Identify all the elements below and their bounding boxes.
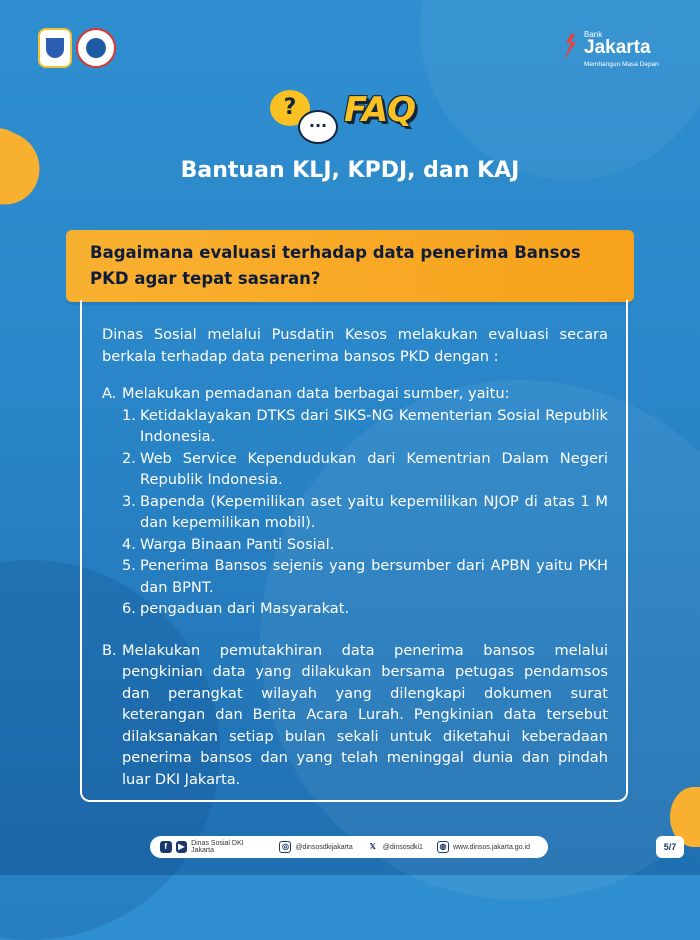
question-banner: Bagaimana evaluasi terhadap data penerima Bansos PKD agar tepat sasaran? — [66, 230, 634, 302]
list-item-text: Penerima Bansos sejenis yang bersumber dari APBN yaitu PKH dan BPNT. — [140, 557, 608, 596]
question-bubble-icon: ? — [270, 90, 310, 126]
list-item-number: 6. — [122, 600, 136, 617]
answer-card — [80, 300, 628, 802]
youtube-icon[interactable]: ▶ — [176, 841, 188, 853]
bank-tagline: Membangun Masa Depan — [584, 61, 659, 68]
page-indicator: 5/7 — [656, 836, 684, 858]
chat-bubble-icon: ... — [298, 110, 338, 144]
x-icon[interactable]: 𝕏 — [367, 841, 379, 853]
list-item-text: Ketidaklayakan DTKS dari SIKS-NG Kementerian Sosial Republik Indonesia. — [140, 406, 608, 445]
social-footer — [150, 836, 548, 858]
faq-title: FAQ — [344, 90, 416, 130]
bank-jakarta-logo — [562, 30, 672, 70]
footer-website[interactable]: www.dinsos.jakarta.go.id — [452, 843, 530, 851]
list-item-text: Web Service Kependudukan dari Kementrian Dalam Negeri Republik Indonesia. — [140, 449, 608, 488]
footer-x-handle[interactable]: @dinsosdki1 — [382, 843, 423, 851]
bank-jakarta-mark-icon — [562, 34, 578, 60]
dinas-sosial-logo — [76, 28, 116, 68]
globe-icon[interactable]: ◍ — [437, 841, 449, 853]
bank-name: Jakarta — [584, 37, 651, 58]
background-shape — [420, 0, 700, 180]
section-a-text: Melakukan pemadanan data berbagai sumber, yaitu: — [122, 385, 510, 402]
list-item-number: 3. — [122, 492, 136, 510]
footer-facebook-youtube-handle[interactable]: Dinas Sosial DKI Jakarta — [191, 840, 244, 854]
footer-instagram-handle[interactable]: @dinsosdkijakarta — [295, 843, 353, 851]
page-subtitle: Bantuan KLJ, KPDJ, dan KAJ — [180, 158, 520, 183]
list-item-number: 5. — [122, 557, 136, 574]
section-a — [102, 383, 608, 620]
list-item-number: 4. — [122, 535, 136, 553]
section-a-letter: A. — [102, 385, 117, 402]
dki-jakarta-logo — [38, 28, 72, 68]
list-item — [122, 555, 608, 598]
list-item — [122, 491, 608, 534]
list-item — [122, 534, 608, 556]
answer-intro: Dinas Sosial melalui Pusdatin Kesos melakukan evaluasi secara berkala terhadap data penerima bansos PKD dengan : — [102, 326, 608, 365]
list-item-text: pengaduan dari Masyarakat. — [140, 600, 350, 617]
list-item-number: 1. — [122, 406, 136, 424]
section-b-letter: B. — [102, 641, 117, 659]
facebook-icon[interactable]: f — [160, 841, 172, 853]
list-item — [122, 448, 608, 491]
list-item-number: 2. — [122, 449, 136, 467]
bank-small-label: Bank — [584, 30, 603, 39]
section-a-list — [122, 405, 608, 620]
instagram-icon[interactable]: ◎ — [279, 841, 291, 853]
list-item — [122, 405, 608, 448]
faq-badge — [268, 88, 448, 144]
section-b — [102, 640, 608, 791]
list-item-text: Bapenda (Kepemilikan aset yaitu kepemilikan NJOP di atas 1 M dan kepemilikan mobil). — [140, 492, 608, 531]
section-b-text: Melakukan pemutakhiran data penerima bansos melalui pengkinian data yang dilakukan bersama petugas pendamsos dan perangkat wilayah yang dilengkapi dokumen surat keterangan dan Berita Acara Lurah. Pengkinian data tersebut dilaksanakan setiap bulan sekali untuk diketahui keberadaan penerima bansos dan yang telah meninggal dunia dan pindah luar DKI Jakarta. — [122, 641, 608, 788]
list-item-text: Warga Binaan Panti Sosial. — [140, 535, 335, 553]
list-item — [122, 598, 608, 620]
